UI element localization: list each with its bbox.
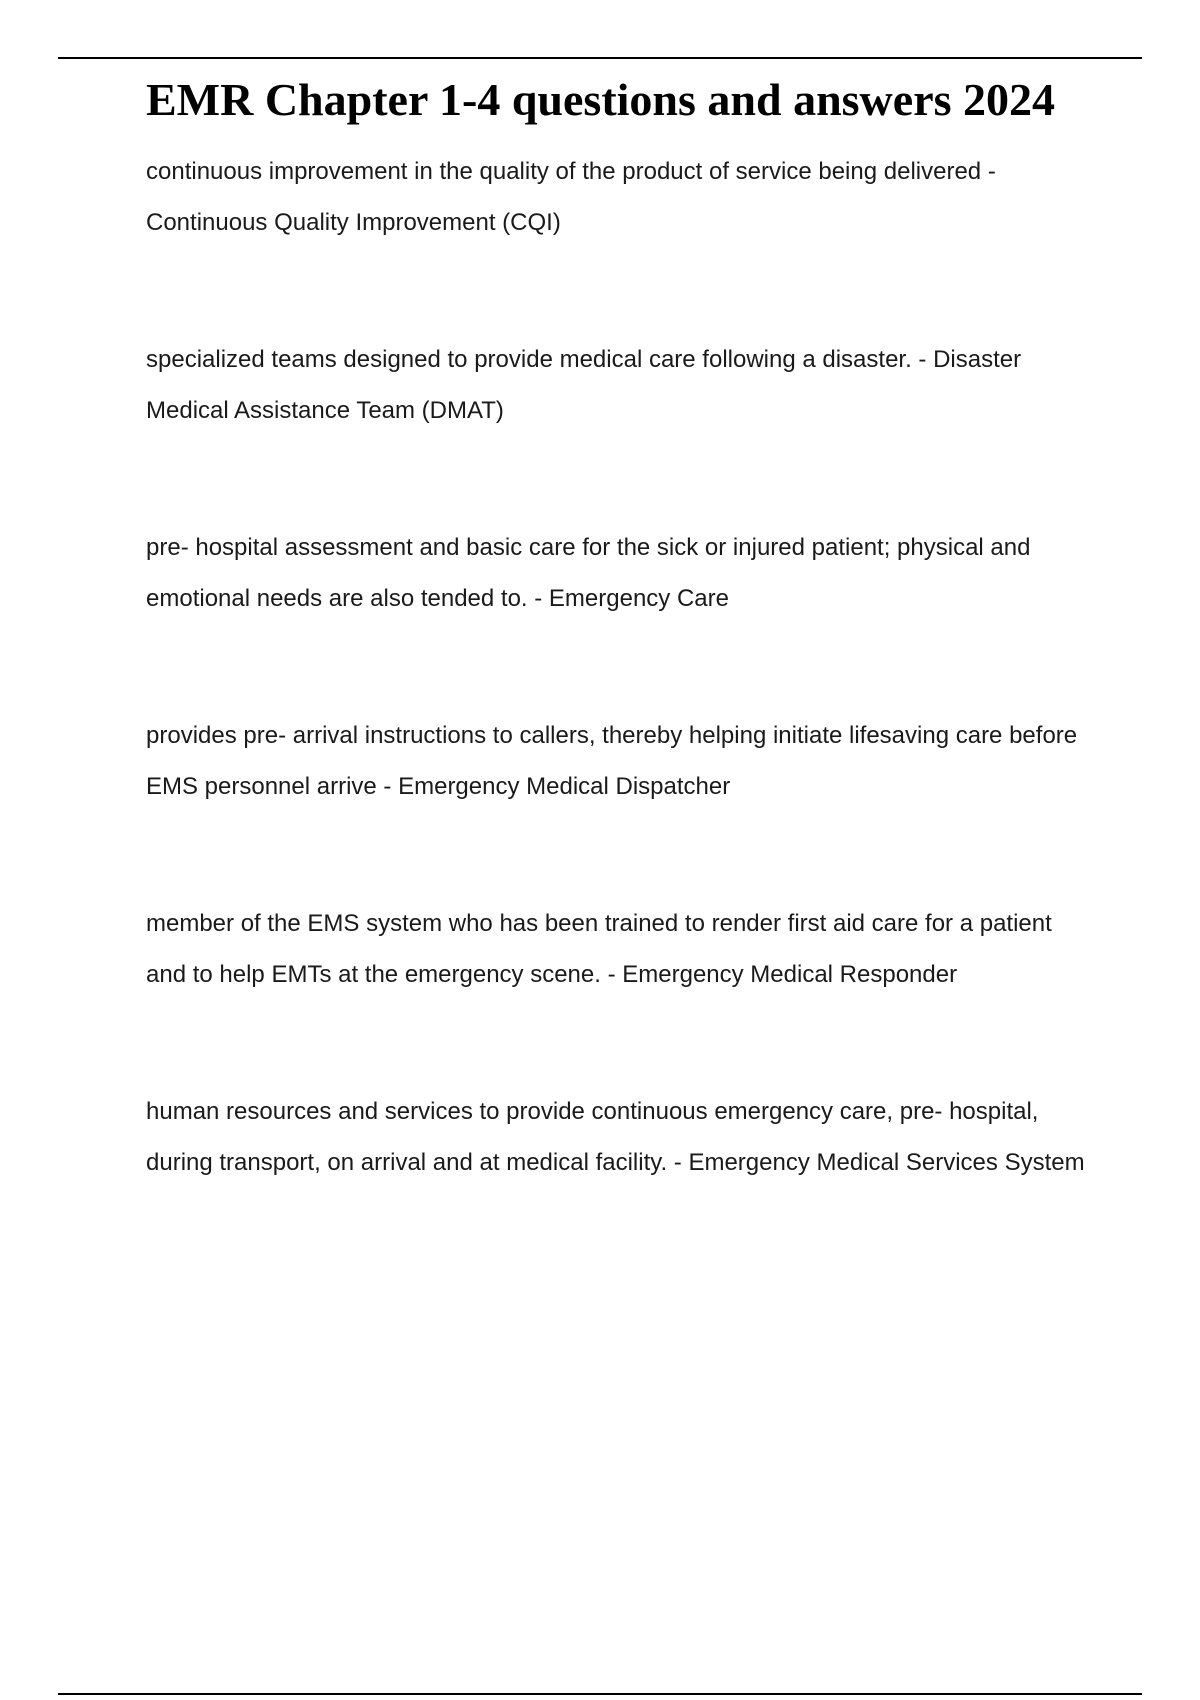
qa-entry-emergency-medical-dispatcher: provides pre- arrival instructions to callers, thereby helping initiate lifesaving care before EMS personnel arrive - Emergency Medical Dispatcher (146, 722, 1078, 800)
top-rule (58, 57, 1142, 59)
qa-entry-dmat: specialized teams designed to provide medical care following a disaster. - Disaster Medical Assistance Team (DMAT) (146, 346, 1022, 424)
document-content (146, 72, 1086, 1274)
qa-entry-emergency-care: pre- hospital assessment and basic care for the sick or injured patient; physical and emotional needs are also tended to. - Emergency Care (146, 534, 1031, 612)
qa-list (146, 146, 1086, 1188)
bottom-rule (58, 1693, 1142, 1695)
qa-entry-emergency-medical-responder: member of the EMS system who has been trained to render first aid care for a patient and to help EMTs at the emergency scene. - Emergency Medical Responder (146, 910, 1052, 988)
qa-entry-ems-system: human resources and services to provide continuous emergency care, pre- hospital, during transport, on arrival and at medical facility. - Emergency Medical Services System (146, 1098, 1085, 1176)
qa-entry-cqi: continuous improvement in the quality of the product of service being delivered - Continuous Quality Improvement (CQI) (146, 158, 996, 236)
document-title: EMR Chapter 1-4 questions and answers 2024 (146, 74, 1056, 125)
